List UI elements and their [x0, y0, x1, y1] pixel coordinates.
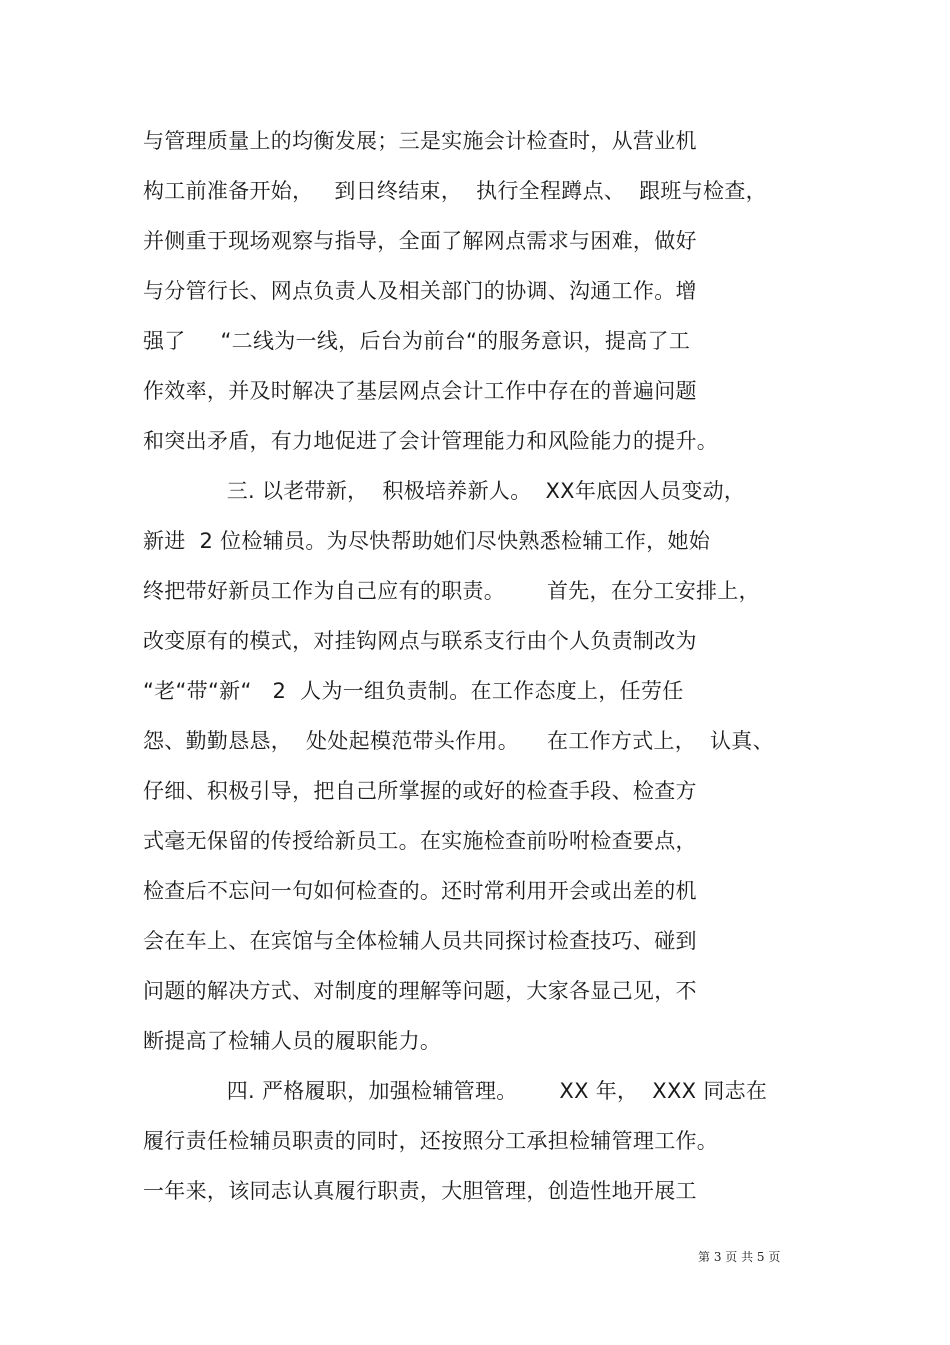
text-line: 并侧重于现场观察与指导，全面了解网点需求与困难，做好 [143, 229, 697, 253]
text-line: 强了 “二线为一线，后台为前台“的服务意识，提高了工 [143, 329, 691, 353]
text-line: 问题的解决方式、对制度的理解等问题，大家各显己见，不 [143, 979, 697, 1003]
text-line: 仔细、积极引导，把自己所掌握的或好的检查手段、检查方 [143, 779, 697, 803]
text-line: 改变原有的模式，对挂钩网点与联系支行由个人负责制改为 [143, 629, 697, 653]
text-line: 构工前准备开始， 到日终结束， 执行全程蹲点、 跟班与检查， [143, 179, 767, 203]
text-line: 断提高了检辅人员的履职能力。 [143, 1029, 442, 1053]
text-line: 与分管行长、网点负责人及相关部门的协调、沟通工作。增 [143, 279, 697, 303]
page-number-footer: 第 3 页 共 5 页 [698, 1250, 781, 1264]
text-line: “老“带“新“ 2 人为一组负责制。在工作态度上，任劳任 [143, 679, 684, 703]
text-line: 履行责任检辅员职责的同时，还按照分工承担检辅管理工作。 [143, 1129, 719, 1153]
text-line: 与管理质量上的均衡发展；三是实施会计检查时，从营业机 [143, 129, 697, 153]
text-line: 新进 2 位检辅员。为尽快帮助她们尽快熟悉检辅工作，她始 [143, 529, 711, 553]
section-heading-line: 三. 以老带新， 积极培养新人。 XX年底因人员变动， [143, 479, 746, 503]
text-line: 一年来，该同志认真履行职责，大胆管理，创造性地开展工 [143, 1179, 697, 1203]
text-line: 会在车上、在宾馆与全体检辅人员共同探讨检查技巧、碰到 [143, 929, 697, 953]
text-line: 终把带好新员工作为自己应有的职责。 首先，在分工安排上， [143, 579, 760, 603]
text-line: 作效率，并及时解决了基层网点会计工作中存在的普遍问题 [143, 379, 697, 403]
text-line: 和突出矛盾，有力地促进了会计管理能力和风险能力的提升。 [143, 429, 719, 453]
text-line: 怨、勤勤恳恳， 处处起模范带头作用。 在工作方式上， 认真、 [143, 729, 774, 753]
section-heading-line: 四. 严格履职，加强检辅管理。 XX 年， XXX 同志在 [143, 1079, 768, 1103]
text-line: 式毫无保留的传授给新员工。在实施检查前吩咐检查要点， [143, 829, 697, 853]
text-line: 检查后不忘问一句如何检查的。还时常利用开会或出差的机 [143, 879, 697, 903]
